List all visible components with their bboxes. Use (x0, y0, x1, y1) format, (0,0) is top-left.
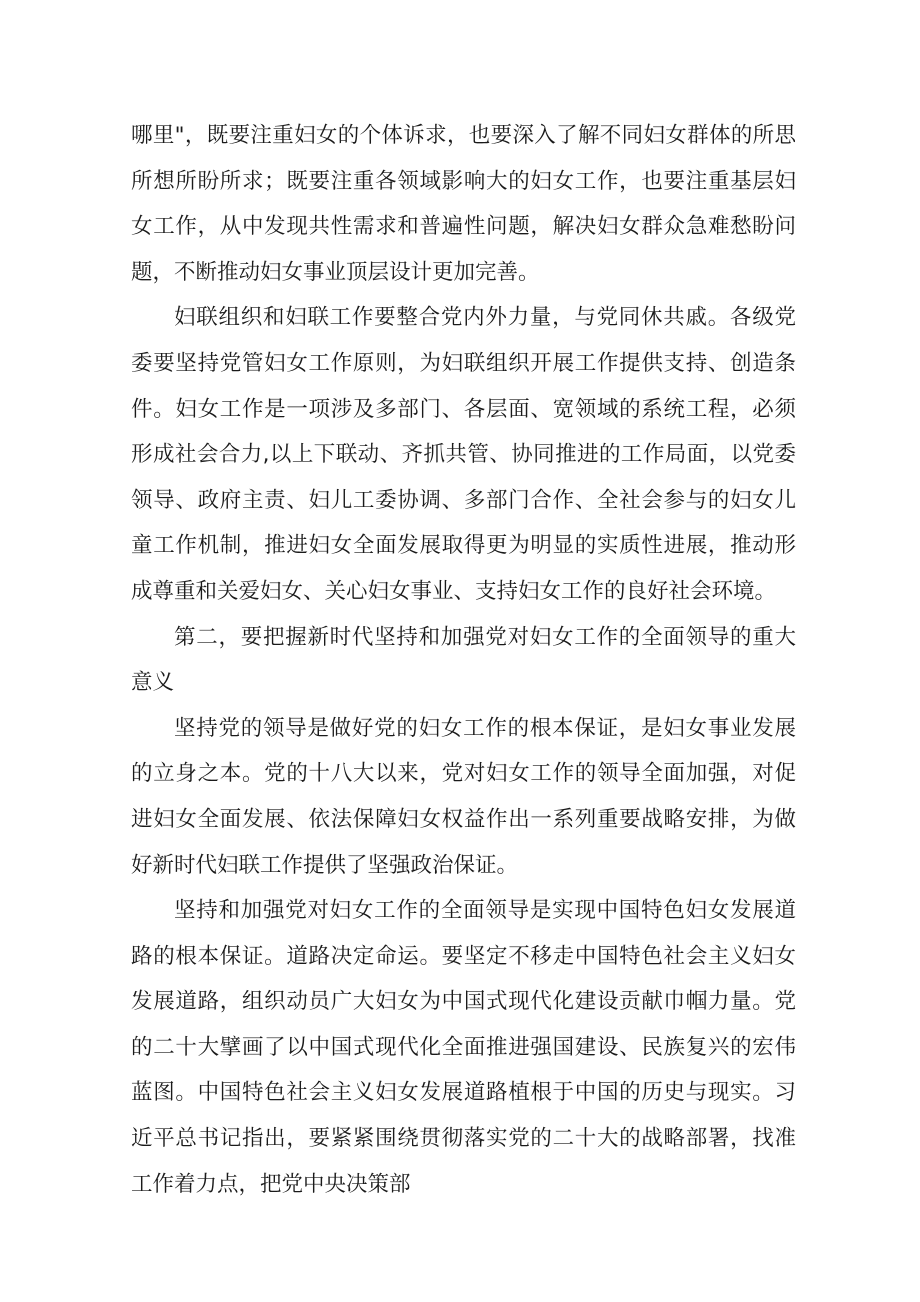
paragraph-continuation: 哪里"，既要注重妇女的个体诉求，也要深入了解不同妇女群体的所思所想所盼所求；既要注重各领域影响大的妇女工作，也要注重基层妇女工作，从中发现共性需求和普遍性问题，解决妇女群众急难愁盼问题，不断推动妇女事业顶层设计更加完善。 (131, 123, 796, 285)
paragraph-womens-federation-forces: 妇联组织和妇联工作要整合党内外力量，与党同休共戚。各级党委要坚持党管妇女工作原则，为妇联组织开展工作提供支持、创造条件。妇女工作是一项涉及多部门、各层面、宽领域的系统工程，必须形成社会合力,以上下联动、齐抓共管、协同推进的工作局面，以党委领导、政府主责、妇儿工委协调、多部门合作、全社会参与的妇女儿童工作机制，推进妇女全面发展取得更为明显的实质性进展，推动形成尊重和关爱妇女、关心妇女事业、支持妇女工作的良好社会环境。 (131, 305, 796, 604)
paragraph-development-path: 坚持和加强党对妇女工作的全面领导是实现中国特色妇女发展道路的根本保证。道路决定命运。要坚定不移走中国特色社会主义妇女发展道路，组织动员广大妇女为中国式现代化建设贡献巾帼力量。党的二十大擘画了以中国式现代化全面推进强国建设、民族复兴的宏伟蓝图。中国特色社会主义妇女发展道路植根于中国的历史与现实。习近平总书记指出，要紧紧围绕贯彻落实党的二十大的战略部署，找准工作着力点，把党中央决策部 (131, 898, 796, 1197)
document-body (131, 113, 796, 1207)
paragraph-party-leadership-guarantee: 坚持党的领导是做好党的妇女工作的根本保证，是妇女事业发展的立身之本。党的十八大以来，党对妇女工作的领导全面加强，对促进妇女全面发展、依法保障妇女权益作出一系列重要战略安排，为做好新时代妇联工作提供了坚强政治保证。 (131, 715, 796, 878)
section-heading-second: 第二，要把握新时代坚持和加强党对妇女工作的全面领导的重大意义 (131, 624, 796, 696)
